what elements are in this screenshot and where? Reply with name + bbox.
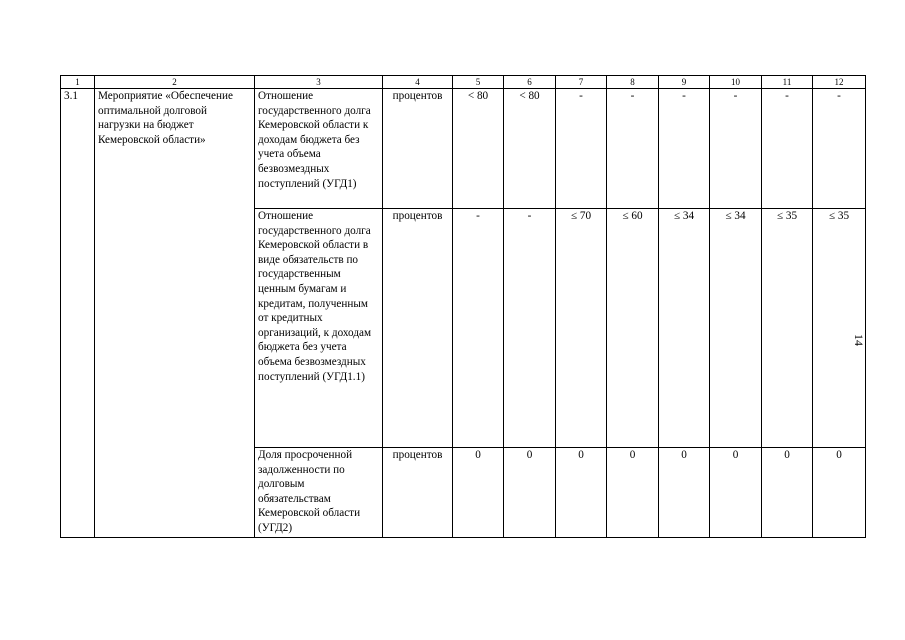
value-cell: 0 [453, 448, 504, 538]
value-cell: 0 [813, 448, 866, 538]
value-cell: ≤ 70 [556, 209, 607, 448]
value-cell: - [710, 89, 762, 209]
value-cell: 0 [762, 448, 813, 538]
value-cell: - [762, 89, 813, 209]
value-cell: 0 [504, 448, 556, 538]
header-cell: 12 [813, 76, 866, 89]
indicator-name: Отношение государственного долга Кемеровской области к доходам бюджета без учета объема безвозмездных поступлений (УГД1) [255, 89, 383, 209]
unit-cell: процентов [383, 448, 453, 538]
value-cell: 0 [659, 448, 710, 538]
header-cell: 10 [710, 76, 762, 89]
header-cell: 11 [762, 76, 813, 89]
indicators-table [60, 75, 866, 538]
header-cell: 1 [61, 76, 95, 89]
activity-name: Мероприятие «Обеспечение оптимальной долговой нагрузки на бюджет Кемеровской области» [95, 89, 255, 538]
value-cell: 0 [607, 448, 659, 538]
header-row [61, 76, 866, 89]
value-cell: - [504, 209, 556, 448]
value-cell: ≤ 35 [762, 209, 813, 448]
value-cell: - [813, 89, 866, 209]
value-cell: ≤ 35 [813, 209, 866, 448]
row-number: 3.1 [61, 89, 95, 538]
header-cell: 6 [504, 76, 556, 89]
header-cell: 4 [383, 76, 453, 89]
header-cell: 3 [255, 76, 383, 89]
page-number: 14 [852, 334, 866, 346]
header-cell: 2 [95, 76, 255, 89]
header-cell: 8 [607, 76, 659, 89]
indicator-name: Отношение государственного долга Кемеровской области в виде обязательств по государственным ценным бумагам и кредитам, полученным от кредитных организаций, к доходам бюджета без учета объема безвозмездных поступлений (УГД1.1) [255, 209, 383, 448]
value-cell: ≤ 34 [710, 209, 762, 448]
value-cell: < 80 [504, 89, 556, 209]
table-row [61, 89, 866, 209]
unit-cell: процентов [383, 209, 453, 448]
header-cell: 7 [556, 76, 607, 89]
unit-cell: процентов [383, 89, 453, 209]
header-cell: 5 [453, 76, 504, 89]
value-cell: 0 [556, 448, 607, 538]
value-cell: - [607, 89, 659, 209]
value-cell: ≤ 34 [659, 209, 710, 448]
header-cell: 9 [659, 76, 710, 89]
value-cell: - [453, 209, 504, 448]
value-cell: 0 [710, 448, 762, 538]
value-cell: < 80 [453, 89, 504, 209]
value-cell: ≤ 60 [607, 209, 659, 448]
indicator-name: Доля просроченной задолженности по долговым обязательствам Кемеровской области (УГД2) [255, 448, 383, 538]
value-cell: - [556, 89, 607, 209]
value-cell: - [659, 89, 710, 209]
